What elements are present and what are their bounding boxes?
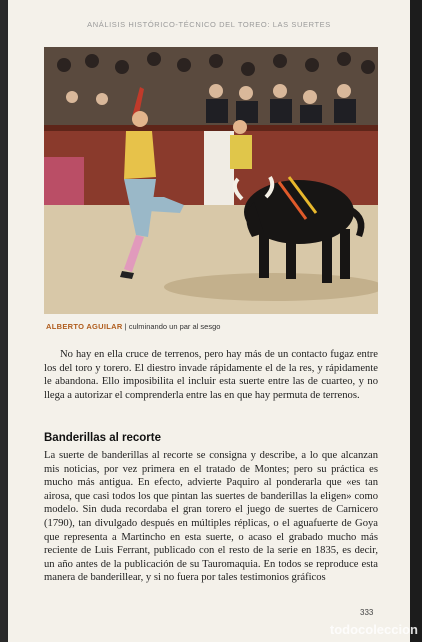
bullfight-photo bbox=[44, 47, 378, 314]
paragraph-1: No hay en ella cruce de terrenos, pero hay más de un contacto fugaz entre los del toro y torero. El diestro invade rápidamente el de la res, y rápidamente le abandona. Ello imposibilita el incluir esta suerte entre las de cuarteo, y no llega a autorizar el comprenderla entre las en que hay permuta de terrenos. bbox=[44, 349, 378, 401]
caption-separator: | bbox=[122, 322, 129, 331]
photo-caption bbox=[46, 322, 386, 331]
paragraph-2: La suerte de banderillas al recorte se consigna y describe, a lo que alcanzan mis noticias, por vez primera en el tratado de Montes; pero su práctica es mucho más antigua. En efecto, advierte Paquiro al ponderarla que «es tan airosa, que casi todos los que pintan las suertes de banderillas la eligen» como modelo. Sin duda recordaba el gran torero el juego de suertes de Carnicero (1790), tan divulgado después en múltiples réplicas, o el aguafuerte de Goya que representa a Martincho en esta suerte, o acaso el grabado mucho más reciente de Luis Ferrant, publicado con el resto de la serie en 1835, es decir, un año antes de la publicación de su Tauromaquia. En todos se reproduce esta manera de banderillear, y si no fuera por tales testimonios gráficos bbox=[44, 450, 378, 584]
page-number: 333 bbox=[360, 608, 374, 617]
book-edge-shadow bbox=[410, 0, 422, 642]
bullfight-illustration bbox=[44, 47, 378, 314]
running-head: ANÁLISIS HISTÓRICO-TÉCNICO DEL TOREO: LAS SUERTES bbox=[87, 20, 331, 29]
book-page bbox=[8, 0, 410, 642]
caption-text: culminando un par al sesgo bbox=[128, 322, 221, 331]
watermark-logo: todocoleccion bbox=[329, 622, 418, 637]
section-heading: Banderillas al recorte bbox=[44, 432, 161, 444]
caption-author: ALBERTO AGUILAR bbox=[46, 322, 123, 331]
